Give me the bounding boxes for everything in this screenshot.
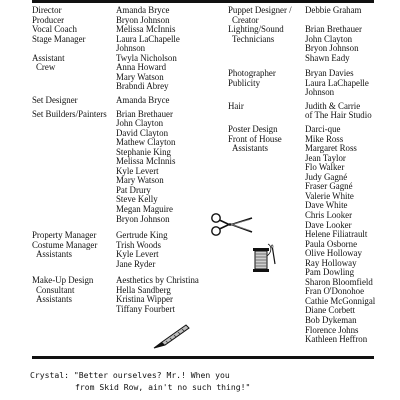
credit-person: Kyle Levert <box>116 165 159 176</box>
credit-person: Pat Drury <box>116 184 151 195</box>
credit-person: Johnson <box>116 43 146 54</box>
credit-role-line: Front of House <box>228 133 282 144</box>
credit-role-line: Stage Manager <box>32 33 86 44</box>
credit-people <box>116 96 169 106</box>
credit-person: Debbie Graham <box>305 5 362 15</box>
credit-person: Olive Holloway <box>305 248 362 259</box>
credit-role-line: Lighting/Sound <box>228 24 284 35</box>
credit-person: Gertrude King <box>116 230 168 241</box>
credit-person: Margaret Ross <box>305 143 357 154</box>
credit-person: Mike Ross <box>305 133 344 144</box>
credit-role <box>228 6 292 25</box>
credit-person: Bryon Johnson <box>305 43 359 54</box>
credit-person: Flo Walker <box>305 162 345 173</box>
top-rule <box>32 0 374 3</box>
crystal-quote <box>30 369 250 393</box>
credit-person: Twyla Nicholson <box>116 52 177 63</box>
credit-person: Paula Osborne <box>305 238 358 249</box>
credit-role-line: Set Designer <box>32 94 78 105</box>
credit-person: Valerie White <box>305 190 354 201</box>
credit-person: Bryan Davies <box>305 68 354 79</box>
credit-person: Florence Johns <box>305 324 359 335</box>
credit-person: Tiffany Fourbert <box>116 303 175 314</box>
credit-person: Bryon Johnson <box>116 213 170 224</box>
credit-person: Laura LaChapelle <box>116 33 180 44</box>
credit-person: Mary Watson <box>116 71 164 82</box>
credit-role <box>32 231 97 260</box>
credit-person: Dave White <box>305 200 348 211</box>
credit-role <box>32 276 93 305</box>
credit-person: Kristina Wipper <box>116 294 173 305</box>
credit-people <box>305 135 375 345</box>
credit-person: Darci-que <box>305 124 341 135</box>
credit-person: Anna Howard <box>116 62 167 73</box>
credit-people <box>305 79 369 98</box>
credit-person: Mary Watson <box>116 175 164 186</box>
credit-person: Brian Brethauer <box>116 108 173 119</box>
credit-person: Bryon Johnson <box>116 14 170 25</box>
credit-role-line: Assistants <box>36 249 72 260</box>
nail-file-icon <box>150 322 192 352</box>
credit-role-line: Costume Manager <box>32 239 98 250</box>
credit-person: Amanda Bryce <box>116 94 170 105</box>
credit-role-line: Vocal Coach <box>32 24 77 35</box>
thread-spool-icon <box>248 242 278 274</box>
credit-person: Brian Brethauer <box>305 24 362 35</box>
credit-people <box>116 110 175 225</box>
credit-person: Stephanie King <box>116 146 171 157</box>
credit-person: Pam Dowling <box>305 267 355 278</box>
credit-person: Jean Taylor <box>305 152 346 163</box>
credit-person: Steve Kelly <box>116 194 158 205</box>
credit-person: Trish Woods <box>116 239 161 250</box>
credit-person: Bob Dykeman <box>305 314 357 325</box>
credit-role <box>228 135 282 154</box>
credit-person: Judy Gagné <box>305 171 348 182</box>
credit-role-line: Publicity <box>228 77 261 88</box>
credit-people <box>116 276 199 314</box>
credit-role-line: Crew <box>36 62 56 73</box>
credit-person: Laura LaChapelle <box>305 77 369 88</box>
credit-role <box>32 96 78 106</box>
credit-role-line: Photographer <box>228 68 276 79</box>
quote-line-1: Crystal: "Better ourselves? Mr.! When you <box>30 370 230 380</box>
credit-role-line: Producer <box>32 14 65 25</box>
credit-role-line: Set Builders/Painters <box>32 108 107 119</box>
credit-role <box>228 79 260 89</box>
credit-person: Shawn Eady <box>305 52 350 63</box>
credit-role <box>228 25 284 44</box>
credit-role-line: Technicians <box>232 33 275 44</box>
credit-role-line: Assistant <box>32 52 65 63</box>
credit-person: Ray Holloway <box>305 257 357 268</box>
credit-role-line: Consultant <box>36 284 75 295</box>
credit-person: Sharon Bloomfield <box>305 276 373 287</box>
credit-person: Helene Filiatrault <box>305 229 368 240</box>
credit-person: Judith & Carrie <box>305 100 361 111</box>
credit-person: Fraser Gagné <box>305 181 353 192</box>
credit-person: Kyle Levert <box>116 249 159 260</box>
credit-role-line: Make-Up Design <box>32 275 94 286</box>
credit-people <box>305 102 372 121</box>
credit-people <box>116 231 168 269</box>
credit-person: Aesthetics by Christina <box>116 275 199 286</box>
credit-person: Melissa McInnis <box>116 156 176 167</box>
quote-line-2: from Skid Row, ain't no such thing!" <box>75 382 251 392</box>
credit-person: Brabndi Abrey <box>116 81 169 92</box>
credit-person: Diane Corbett <box>305 305 356 316</box>
credit-person: of The Hair Studio <box>305 110 372 121</box>
scissors-icon <box>210 212 254 238</box>
credit-role <box>32 35 85 45</box>
bottom-rule <box>32 356 374 359</box>
credit-person: Chris Looker <box>305 209 353 220</box>
credit-person: Melissa McInnis <box>116 24 176 35</box>
credit-people <box>305 6 361 16</box>
credit-person: Hella Sandberg <box>116 284 171 295</box>
credit-role <box>32 110 107 120</box>
credit-role <box>228 102 244 112</box>
credit-role-line: Assistants <box>232 143 268 154</box>
credit-person: Mathew Clayton <box>116 137 176 148</box>
credit-person: Jane Ryder <box>116 258 156 269</box>
credit-person: Megan Maguire <box>116 203 173 214</box>
credit-role-line: Property Manager <box>32 230 97 241</box>
credit-role-line: Puppet Designer / <box>228 5 292 15</box>
credit-people <box>305 25 362 63</box>
credit-role-line: Creator <box>232 14 259 25</box>
credit-person: Cathie McGonnigal <box>305 295 376 306</box>
credit-person: John Clayton <box>116 118 164 129</box>
credit-person: Kathleen Heffron <box>305 334 368 345</box>
credit-role-line: Hair <box>228 100 244 111</box>
credit-role-line: Poster Design <box>228 124 278 135</box>
credit-person: Fran O'Donohoe <box>305 286 365 297</box>
credit-role-line: Director <box>32 5 62 15</box>
credit-person: David Clayton <box>116 127 169 138</box>
credit-person: Amanda Bryce <box>116 5 170 15</box>
credit-person: Dave Looker <box>305 219 352 230</box>
credit-role <box>32 54 65 73</box>
credit-person: John Clayton <box>305 33 353 44</box>
credit-role-line: Assistants <box>36 294 72 305</box>
credit-people <box>116 54 177 92</box>
credit-person: Johnson <box>305 87 335 98</box>
credit-people <box>116 35 180 54</box>
